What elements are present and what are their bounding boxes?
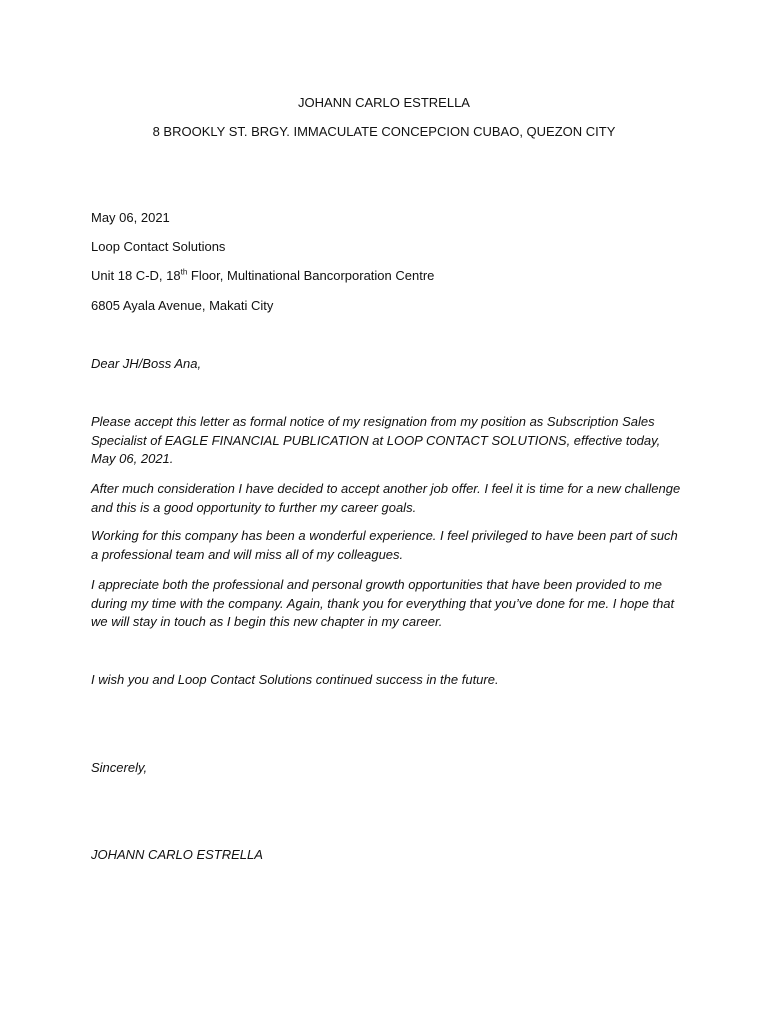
- body-paragraph-1: Please accept this letter as formal notice of my resignation from my position as Subscription Sales Specialist of EAGLE FINANCIAL PUBLICATION at LOOP CONTACT SOLUTIONS, effective today, May 06, 2021.: [91, 414, 661, 466]
- sender-name: JOHANN CARLO ESTRELLA: [298, 95, 470, 110]
- recipient-address-line1: [91, 268, 434, 283]
- recipient-company: Loop Contact Solutions: [91, 239, 226, 254]
- body-paragraph-3: Working for this company has been a wonderful experience. I feel privileged to have been part of such a professional team and will miss all of my colleagues.: [91, 528, 678, 562]
- sender-address: 8 BROOKLY ST. BRGY. IMMACULATE CONCEPCION CUBAO, QUEZON CITY: [152, 124, 616, 139]
- recipient-address-line1-sup: th: [180, 267, 188, 277]
- body-paragraph-2: After much consideration I have decided to accept another job offer. I feel it is time for a new challenge and this is a good opportunity to further my career goals.: [91, 481, 681, 515]
- closing: Sincerely,: [91, 760, 148, 775]
- recipient-address-line1-suffix: Floor, Multinational Bancorporation Centre: [187, 268, 435, 283]
- recipient-address-line1-prefix: Unit 18 C-D, 18: [91, 268, 181, 283]
- body-paragraph-4: I appreciate both the professional and personal growth opportunities that have been provided to me during my time with the company. Again, thank you for everything that you’ve done for me. I hope that we will stay in touch as I begin this new chapter in my career.: [91, 577, 675, 629]
- body-paragraph-5: I wish you and Loop Contact Solutions continued success in the future.: [91, 672, 499, 687]
- signature: JOHANN CARLO ESTRELLA: [91, 847, 263, 862]
- letter-date: May 06, 2021: [91, 210, 170, 225]
- salutation: Dear JH/Boss Ana,: [91, 356, 202, 371]
- recipient-address-line2: 6805 Ayala Avenue, Makati City: [91, 298, 274, 313]
